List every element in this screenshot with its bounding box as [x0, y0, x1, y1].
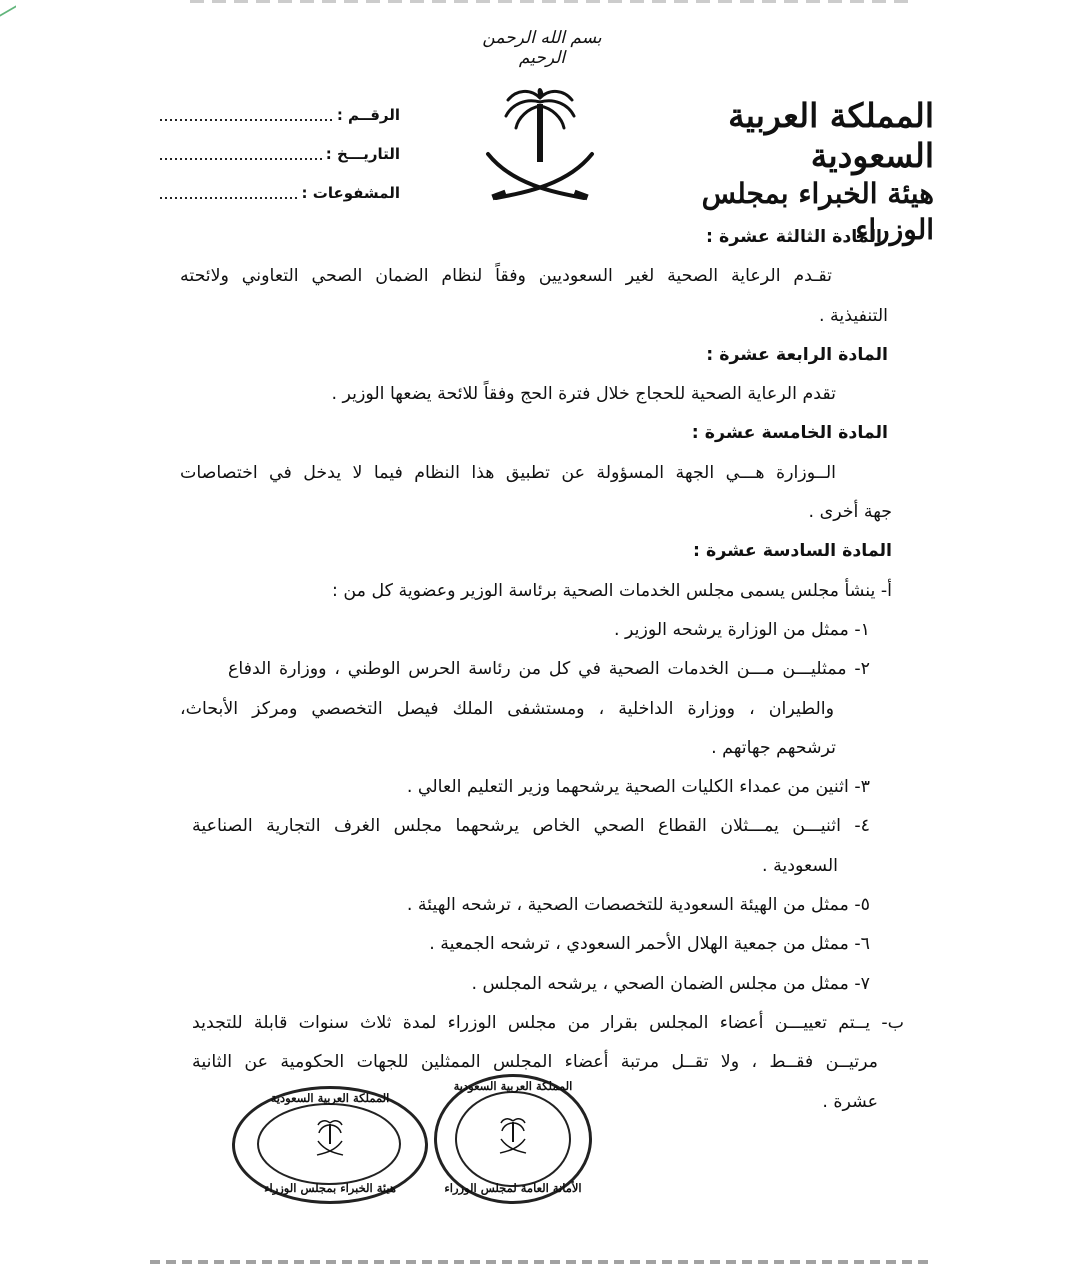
article-16-item-3: ٣- اثنين من عمداء الكليات الصحية يرشحهما وزير التعليم العالي .: [406, 777, 870, 798]
stamp-emblem-icon: [315, 1119, 345, 1157]
attachments-dotted-line: [160, 197, 298, 199]
article-15-heading: المادة الخامسة عشرة :: [691, 423, 888, 444]
article-16-item-5: ٥- ممثل من الهيئة السعودية للتخصصات الصحية ، ترشحه الهيئة .: [406, 895, 870, 916]
secretariat-stamp-bottom-text: الأمانة العامة لمجلس الوزراء: [444, 1181, 582, 1195]
date-label: التاريـــخ :: [325, 144, 400, 163]
authority-stamp: [232, 1086, 428, 1204]
article-16-item-4-cont: السعودية .: [762, 855, 838, 876]
article-16-item-7: ٧- ممثل من مجلس الضمان الصحي ، يرشحه المجلس .: [471, 973, 870, 994]
article-16-clause-b: ب- يــتم تعييـــن أعضاء المجلس بقرار من مجلس الوزراء لمدة ثلاث سنوات قابلة للتجديد: [192, 1012, 904, 1033]
article-16-heading: المادة السادسة عشرة :: [693, 541, 892, 562]
article-16-item-1: ١- ممثل من الوزارة يرشحه الوزير .: [613, 619, 870, 640]
date-field: [160, 134, 400, 173]
letterhead-kingdom: المملكة العربية السعودية: [728, 96, 934, 175]
reference-fields: [160, 95, 400, 212]
article-16-item-4: ٤- اثنيـــن يمـــثلان القطاع الصحي الخاص يرشحهما مجلس الغرف التجارية الصناعية: [192, 816, 870, 837]
article-13-text: تقـدم الرعاية الصحية لغير السعوديين وفقاً لنظام الضمان الصحي التعاوني ولائحته: [180, 266, 832, 287]
authority-stamp-bottom-text: هيئة الخبراء بمجلس الوزراء: [264, 1181, 396, 1195]
secretariat-stamp-top-text: المملكة العربية السعودية: [453, 1079, 573, 1093]
attachments-label: المشفوعات :: [301, 183, 400, 202]
regulation-body: [180, 218, 904, 1122]
date-dotted-line: [160, 158, 322, 160]
palm-swords-emblem-icon: [482, 88, 598, 210]
attachments-field: [160, 173, 400, 212]
article-15-text: الــوزارة هـــي الجهة المسؤولة عن تطبيق هذا النظام فيما لا يدخل في اختصاصات: [180, 462, 836, 483]
article-13-heading: المادة الثالثة عشرة :: [706, 227, 882, 247]
stamp-emblem-icon: [498, 1117, 528, 1155]
article-13-text-cont: التنفيذية .: [818, 305, 888, 326]
corner-mark: [0, 0, 16, 17]
letterhead-authority: هيئة الخبراء بمجلس الوزراء: [701, 177, 934, 246]
article-14-heading: المادة الرابعة عشرة :: [706, 344, 888, 365]
article-16-item-2-cont: والطيران ، ووزارة الداخلية ، ومستشفى الملك فيصل التخصصي ومركز الأبحاث،: [180, 698, 834, 719]
basmala: بسم الله الرحمن الرحيم: [482, 28, 602, 68]
authority-stamp-top-text: المملكة العربية السعودية: [270, 1091, 390, 1105]
article-16-item-2-cont2: ترشحهم جهاتهم .: [711, 737, 836, 758]
article-16-clause-a: أ- ينشأ مجلس يسمى مجلس الخدمات الصحية برئاسة الوزير وعضوية كل من :: [332, 580, 892, 601]
article-15-text-cont: جهة أخرى .: [808, 502, 892, 523]
scan-top-border: [190, 0, 910, 3]
secretariat-stamp: [434, 1074, 592, 1204]
article-16-clause-b-cont2: عشرة .: [822, 1091, 878, 1112]
scan-bottom-border: [150, 1260, 930, 1264]
article-14-text: تقدم الرعاية الصحية للحجاج خلال فترة الحج وفقاً للائحة يضعها الوزير .: [331, 384, 836, 405]
article-16-item-2: ٢- ممثليـــن مـــن الخدمات الصحية في كل من رئاسة الحرس الوطني ، ووزارة الدفاع: [228, 659, 870, 680]
article-16-item-6: ٦- ممثل من جمعية الهلال الأحمر السعودي ، ترشحه الجمعية .: [429, 934, 870, 955]
article-16-clause-b-cont: مرتيــن فقــط ، ولا تقــل مرتبة أعضاء المجلس الممثلين للجهات الحكومية عن الثانية: [192, 1052, 878, 1073]
number-label: الرقــم :: [336, 105, 400, 124]
number-dotted-line: [160, 119, 333, 121]
number-field: [160, 95, 400, 134]
